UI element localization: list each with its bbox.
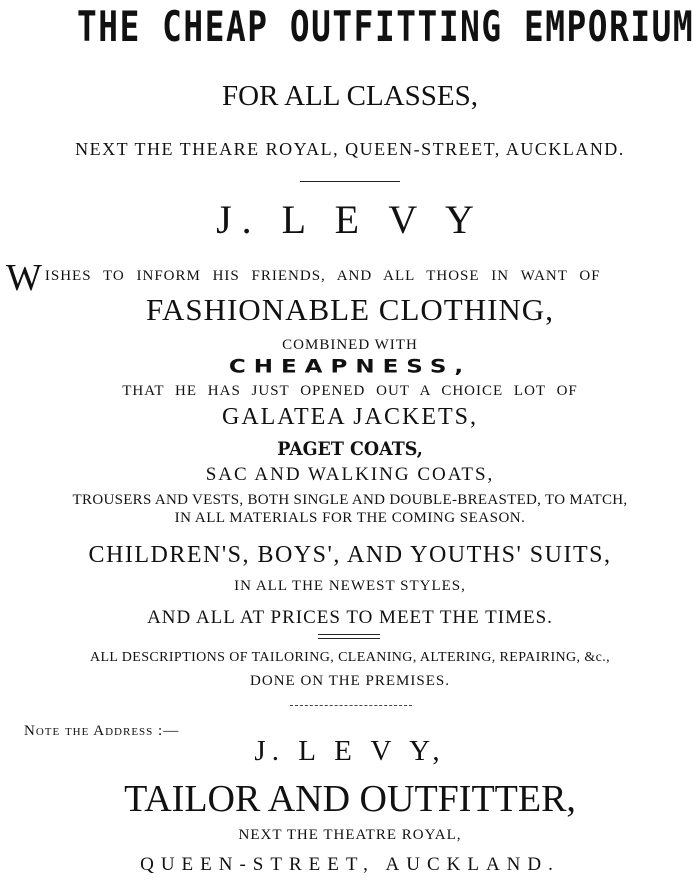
prices-line: AND ALL AT PRICES TO MEET THE TIMES. <box>147 607 553 628</box>
proprietor-name: J. L E V Y <box>216 197 484 242</box>
sac-coats: SAC AND WALKING COATS, <box>205 464 495 485</box>
cheapness: CHEAPNESS, <box>228 356 472 378</box>
that-line: THAT HE HAS JUST OPENED OUT A CHOICE LOT OF <box>122 383 578 399</box>
premises-line: DONE ON THE PREMISES. <box>250 673 450 689</box>
divider-rule <box>318 634 380 635</box>
subheadline: FOR ALL CLASSES, <box>222 80 478 112</box>
location-line: NEXT THE THEARE ROYAL, QUEEN-STREET, AUCKLAND. <box>75 139 625 159</box>
children-suits: CHILDREN'S, BOYS', AND YOUTHS' SUITS, <box>88 542 612 568</box>
paget-coats: PAGET COATS, <box>277 438 423 460</box>
drop-cap: W <box>6 257 43 299</box>
styles-line: IN ALL THE NEWEST STYLES, <box>234 578 466 594</box>
galatea-jackets: GALATEA JACKETS, <box>221 404 478 430</box>
address-note: Note the Address :— <box>24 723 180 739</box>
divider-rule <box>318 638 380 639</box>
footer-street: QUEEN-STREET, AUCKLAND. <box>140 854 560 875</box>
divider-rule <box>290 705 412 706</box>
trousers-line: TROUSERS AND VESTS, BOTH SINGLE AND DOUBLE-BREASTED, TO MATCH, <box>72 492 628 508</box>
intro-text: ISHES TO INFORM HIS FRIENDS, AND ALL THOSE IN WANT OF <box>44 268 601 284</box>
trade-title: TAILOR AND OUTFITTER, <box>124 778 576 820</box>
combined-with: COMBINED WITH <box>282 337 418 353</box>
services-line: ALL DESCRIPTIONS OF TAILORING, CLEANING, ALTERING, REPAIRING, &c., <box>89 650 611 665</box>
headline: THE CHEAP OUTFITTING EMPORIUM <box>77 2 695 51</box>
fashionable-clothing: FASHIONABLE CLOTHING, <box>146 292 554 327</box>
footer-name: J. L E V Y, <box>254 735 446 767</box>
footer-location: NEXT THE THEATRE ROYAL, <box>238 827 462 843</box>
materials-line: IN ALL MATERIALS FOR THE COMING SEASON. <box>174 510 526 526</box>
divider-rule <box>300 181 400 182</box>
